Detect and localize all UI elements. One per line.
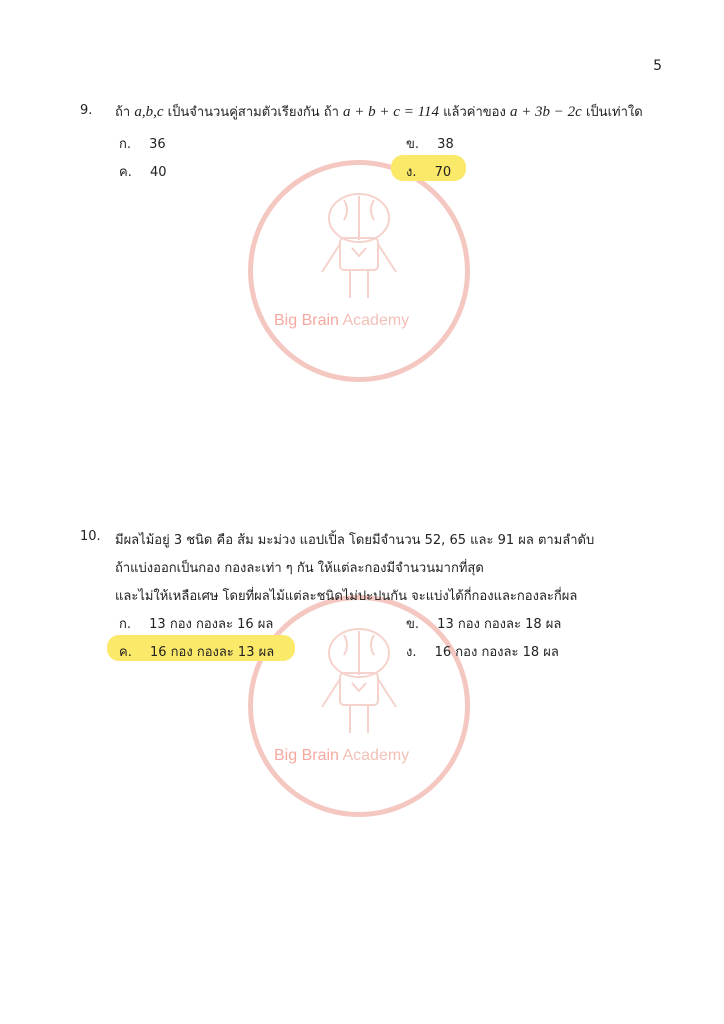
question-number: 9. bbox=[80, 103, 93, 118]
watermark-brand-b: Academy bbox=[342, 747, 410, 764]
choice-a[interactable] bbox=[119, 613, 273, 634]
choice-b[interactable] bbox=[406, 613, 561, 634]
question-line-1: มีผลไม้อยู่ 3 ชนิด คือ ส้ม มะม่วง แอปเปิ้ล โดยมีจำนวน 52, 65 และ 91 ผล ตามลำดับ bbox=[115, 533, 595, 548]
choice-c[interactable] bbox=[119, 641, 274, 662]
question-line-3: และไม่ให้เหลือเศษ โดยที่ผลไม้แต่ละชนิดไม่ปะปนกัน จะแบ่งได้กี่กองและกองละกี่ผล bbox=[115, 589, 578, 604]
choice-d[interactable] bbox=[406, 161, 451, 182]
choice-label: ก. bbox=[119, 137, 132, 152]
choice-text: 40 bbox=[149, 165, 167, 180]
choice-c[interactable] bbox=[119, 161, 167, 182]
choice-text: 13 กอง กองละ 16 ผล bbox=[149, 617, 274, 632]
watermark-brand-b: Academy bbox=[342, 312, 410, 329]
choice-text: 38 bbox=[437, 137, 454, 152]
watermark-top bbox=[248, 160, 470, 382]
math-expression: a + b + c = 114 bbox=[343, 104, 439, 120]
math-expression: a,b,c bbox=[134, 104, 164, 120]
choice-label: ง. bbox=[406, 165, 417, 180]
choice-text: 13 กอง กองละ 18 ผล bbox=[437, 617, 562, 632]
choice-label: ค. bbox=[119, 165, 132, 180]
choice-text: 70 bbox=[434, 165, 452, 180]
question-text-part: ถ้า bbox=[115, 105, 131, 120]
math-expression: a + 3b − 2c bbox=[509, 104, 582, 120]
watermark-brand bbox=[274, 312, 409, 330]
choice-a[interactable] bbox=[119, 133, 166, 154]
question-text-part: เป็นจำนวนคู่สามตัวเรียงกัน ถ้า bbox=[167, 105, 339, 120]
choice-text: 36 bbox=[149, 137, 166, 152]
choice-label: ข. bbox=[406, 617, 420, 632]
choice-b[interactable] bbox=[406, 133, 454, 154]
watermark-brand bbox=[274, 747, 409, 765]
watermark-brand-a: Big Brain bbox=[274, 747, 339, 764]
question-text-part: เป็นเท่าใด bbox=[585, 105, 643, 120]
choice-text: 16 กอง กองละ 13 ผล bbox=[149, 645, 275, 660]
brain-mascot-icon bbox=[248, 160, 470, 382]
watermark-brand-a: Big Brain bbox=[274, 312, 339, 329]
question-number: 10. bbox=[80, 529, 101, 544]
choice-label: ง. bbox=[406, 645, 417, 660]
choice-text: 16 กอง กองละ 18 ผล bbox=[434, 645, 559, 660]
choice-label: ค. bbox=[119, 645, 132, 660]
choice-label: ข. bbox=[406, 137, 420, 152]
page-number: 5 bbox=[653, 58, 662, 74]
choice-label: ก. bbox=[119, 617, 132, 632]
question-text-part: แล้วค่าของ bbox=[443, 105, 506, 120]
choice-d[interactable] bbox=[406, 641, 559, 662]
question-line-2: ถ้าแบ่งออกเป็นกอง กองละเท่า ๆ กัน ให้แต่ละกองมีจำนวนมากที่สุด bbox=[115, 561, 484, 576]
question-text bbox=[115, 101, 643, 122]
